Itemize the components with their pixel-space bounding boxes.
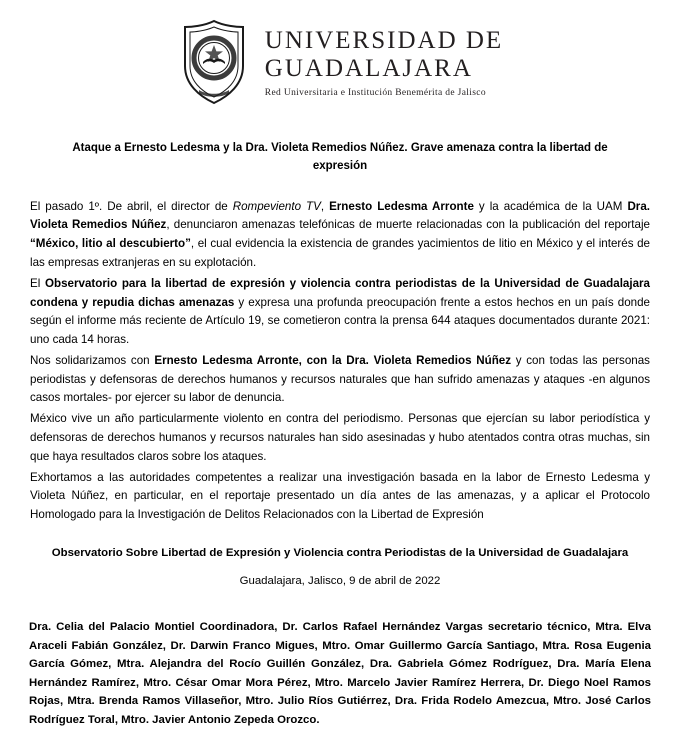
wordmark-subtitle: Red Universitaria e Institución Benemérita de Jalisco	[264, 87, 486, 98]
signers-list: Dra. Celia del Palacio Montiel Coordinadora, Dr. Carlos Rafael Hernández Vargas secretario técnico, Mtra. Elva Araceli Fabián González, Dr. Darwin Franco Migues, Mtro. Omar Guillermo García Santiago, Mtra. Rosa Eugenia García Gómez, Mtra. Alejandra del Rocío Guillén González, Dra. Gabriela Gómez Rodríguez, Dra. María Elena Hernández Ramírez, Mtro. César Omar Mora Pérez, Mtro. Marcelo Javier Ramírez Herrera, Dr. Diego Noel Ramos Rojas, Mtra. Brenda Ramos Villaseñor, Mtro. Julio Ríos Gutiérrez, Dra. Frida Rodelo Amezcua, Mtro. José Carlos Rodríguez Toral, Mtro. Javier Antonio Zepeda Orozco.	[29, 621, 651, 726]
paragraph: México vive un año particularmente violento en contra del periodismo. Personas que ejercían su labor periodística y defensoras de derechos humanos y recursos naturales han sido asesinadas y hubo atentados contra otras muchas, sin que haya resultados claros sobre los ataques.	[30, 412, 650, 463]
paragraph: Exhortamos a las autoridades competentes a realizar una investigación basada en la labor de Ernesto Ledesma y Violeta Núñez, en particular, en el reportaje presentado un día antes de las amenazas, y a aplicar el Protocolo Homologado para la Investigación de Delitos Relacionados con la Libertad de Expresión	[30, 470, 650, 522]
page-title: Ataque a Ernesto Ledesma y la Dra. Violeta Remedios Núñez. Grave amenaza contra la libertad de expresión	[72, 142, 608, 172]
paragraph: El Observatorio para la libertad de expresión y violencia contra periodistas de la Universidad de Guadalajara condena y repudia dichas amenazas y expresa una profunda preocupación frente a estos hechos en un país donde según el informe más reciente de Artículo 19, se cometieron contra la prensa 644 ataques documentados durante 2021: uno cada 14 horas.	[30, 276, 650, 347]
paragraph: Nos solidarizamos con Ernesto Ledesma Arronte, con la Dra. Violeta Remedios Núñez y con todas las personas periodistas y defensoras de derechos humanos y recursos naturales que han sufrido amenazas y ataques -en algunos casos mortales- por ejercer su labor de denuncia.	[30, 353, 650, 405]
signature-place-date: Guadalajara, Jalisco, 9 de abril de 2022	[239, 574, 441, 587]
letterhead	[28, 12, 652, 116]
wordmark	[265, 27, 503, 98]
document-body	[30, 198, 650, 525]
wordmark-line-1: UNIVERSIDAD DE	[264, 26, 504, 54]
signature-organization: Observatorio Sobre Libertad de Expresión y Violencia contra Periodistas de la Universidad de Guadalajara	[51, 546, 629, 559]
paragraph: El pasado 1º. De abril, el director de Rompeviento TV, Ernesto Ledesma Arronte y la académica de la UAM Dra. Violeta Remedios Núñez, denunciaron amenazas telefónicas de muerte relacionadas con la publicación del reportaje “México, litio al descubierto”, el cual evidencia la existencia de grandes yacimientos de litio en México y el interés de las empresas extranjeras en su explotación.	[30, 199, 650, 269]
signature-block	[40, 545, 640, 590]
university-crest-icon	[177, 18, 251, 106]
wordmark-line-2: GUADALAJARA	[264, 54, 473, 82]
